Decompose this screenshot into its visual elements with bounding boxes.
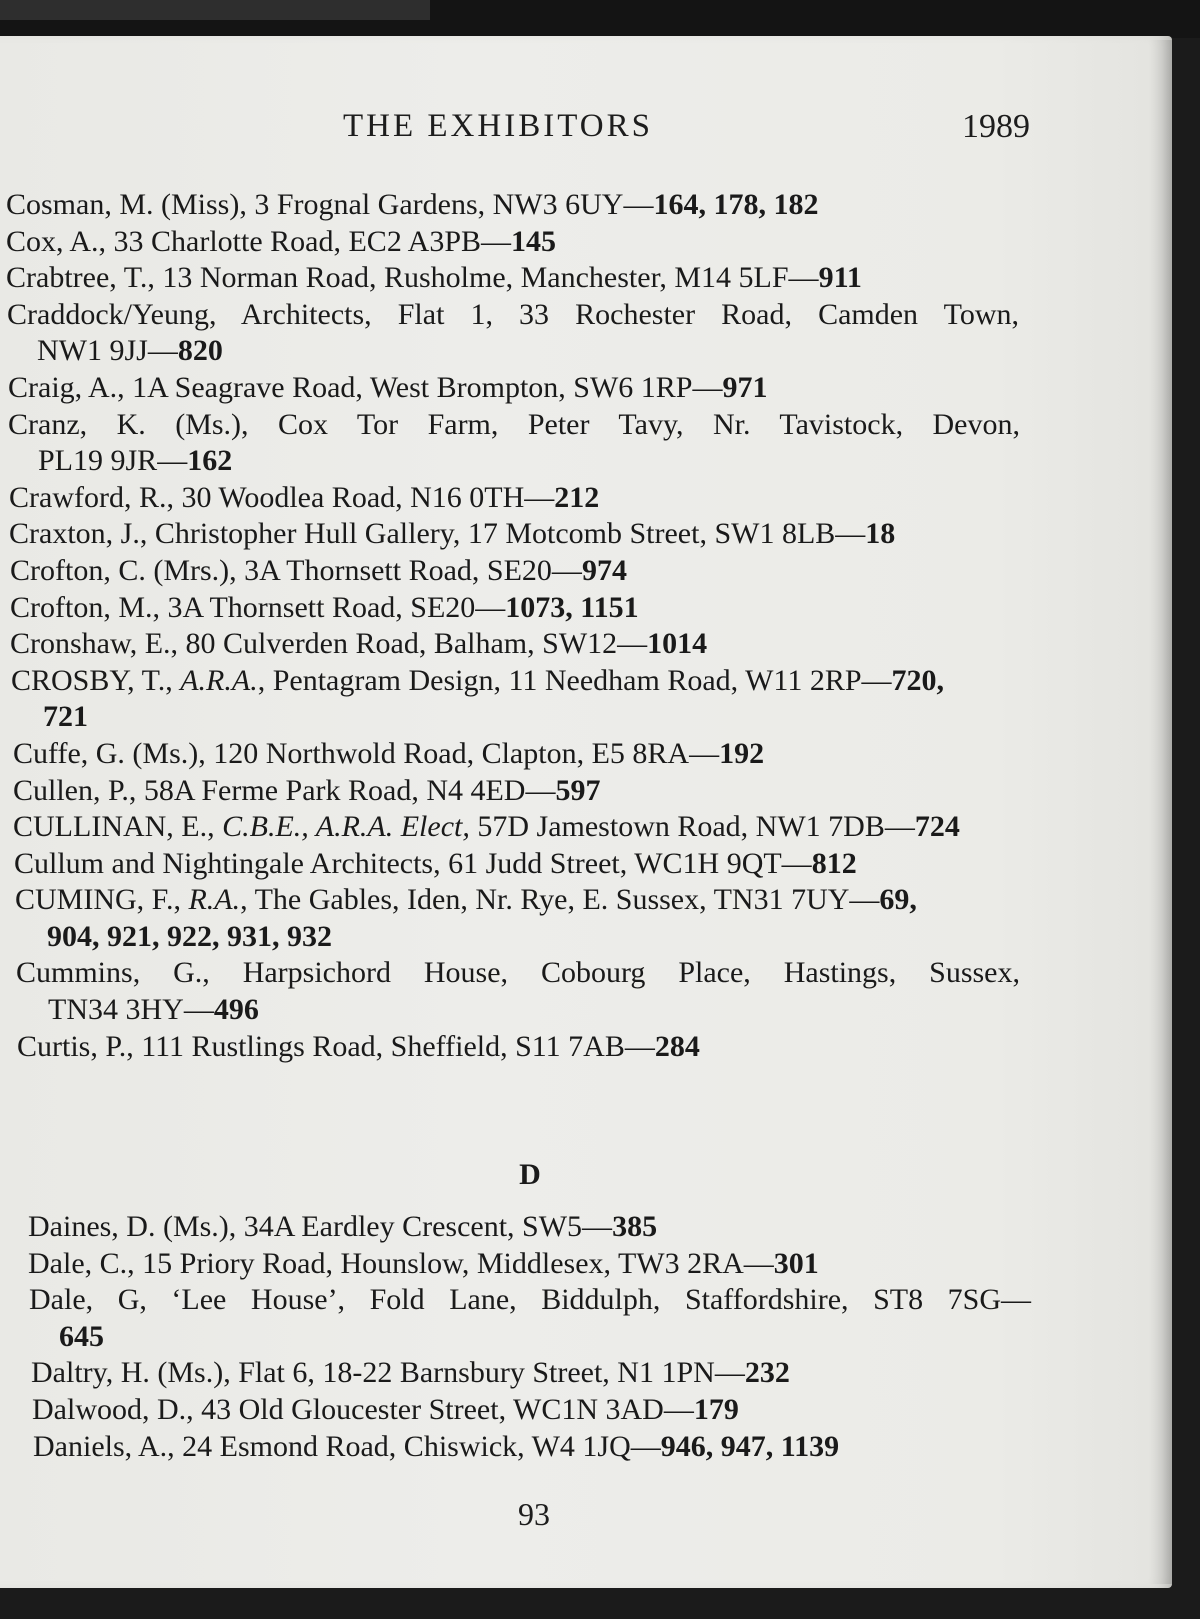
entry-catalogue-numbers: 179 (693, 1392, 739, 1426)
entry-catalogue-numbers: 301 (773, 1246, 819, 1280)
entry-text-line1: Craddock/Yeung, Architects, Flat 1, 33 Rochester Road, Camden Town, (7, 297, 1019, 331)
scan-background-highlight (0, 0, 430, 20)
exhibitor-entry (10, 590, 1030, 627)
entry-catalogue-numbers: 69, (879, 883, 917, 917)
entry-name: CROSBY, T., (11, 663, 181, 697)
entry-text: Cronshaw, E., 80 Culverden Road, Balham, SW12— (10, 627, 648, 661)
exhibitor-entry (7, 297, 1019, 370)
entry-text: Cullum and Nightingale Architects, 61 Judd Street, WC1H 9QT— (14, 846, 812, 880)
entry-catalogue-numbers: 192 (719, 736, 765, 770)
entry-text: Crawford, R., 30 Woodlea Road, N16 0TH— (9, 480, 555, 514)
exhibitor-entry (16, 955, 1020, 1028)
entry-text-line1: Dale, G, ‘Lee House’, Fold Lane, Biddulph, Staffordshire, ST8 7SG— (29, 1283, 1031, 1317)
entry-catalogue-numbers: 820 (177, 334, 223, 368)
entry-text-line2: TN34 3HY— (48, 993, 214, 1027)
entry-catalogue-numbers-continued: 721 (43, 700, 88, 734)
exhibitor-entry (33, 1429, 1040, 1466)
entry-catalogue-numbers: 385 (612, 1210, 658, 1243)
scan-background-band (0, 0, 1200, 38)
running-head-title: THE EXHIBITORS (343, 108, 653, 144)
exhibitor-entry (10, 553, 1030, 590)
entry-name: CUMING, F., (15, 883, 189, 917)
exhibitor-entry (11, 663, 1030, 736)
entry-text: Cullen, P., 58A Ferme Park Road, N4 4ED— (13, 773, 556, 807)
entry-catalogue-numbers: 720, (891, 663, 945, 697)
entry-catalogue-numbers: 724 (914, 810, 960, 844)
entry-text: Dalwood, D., 43 Old Gloucester Street, WC1N 3AD— (32, 1392, 694, 1426)
exhibitor-entry (14, 846, 1030, 883)
entry-catalogue-numbers: 946, 947, 1139 (660, 1429, 840, 1463)
entry-catalogue-numbers: 974 (581, 553, 627, 587)
exhibitor-entry (9, 516, 1030, 553)
entry-text: Cuffe, G. (Ms.), 120 Northwold Road, Clapton, E5 8RA— (13, 736, 720, 770)
page-edge-shadow (1148, 40, 1172, 1584)
entry-text: Cox, A., 33 Charlotte Road, EC2 A3PB— (6, 224, 512, 258)
running-head-year: 1989 (962, 108, 1030, 145)
exhibitor-entry (17, 1029, 1030, 1066)
entry-catalogue-numbers: 645 (59, 1319, 104, 1353)
exhibitor-entry (31, 1355, 1040, 1392)
exhibitor-entry (6, 260, 1030, 297)
exhibitor-entry (6, 224, 1030, 261)
entry-text: Daniels, A., 24 Esmond Road, Chiswick, W4 1JQ— (33, 1429, 661, 1463)
entry-catalogue-numbers: 145 (511, 224, 557, 258)
running-head (0, 108, 1172, 152)
exhibitor-list-c (0, 187, 1030, 1065)
entry-catalogue-numbers: 971 (722, 370, 768, 404)
entry-catalogue-numbers: 1014 (647, 627, 708, 661)
entry-text: Cosman, M. (Miss), 3 Frognal Gardens, NW3 6UY— (6, 188, 654, 221)
entry-catalogue-numbers: 232 (744, 1356, 790, 1390)
entry-catalogue-numbers: 496 (213, 993, 259, 1027)
exhibitor-entry (6, 187, 1030, 224)
entry-catalogue-numbers: 1073, 1151 (505, 590, 639, 624)
entry-text: Crofton, C. (Mrs.), 3A Thornsett Road, SE20— (10, 553, 582, 587)
entry-text-line2: PL19 9JR— (38, 444, 188, 478)
exhibitor-entry (15, 882, 1030, 955)
entry-catalogue-numbers: 212 (554, 480, 600, 514)
exhibitor-entry (13, 736, 1030, 773)
entry-title-italic: R.A. (188, 883, 241, 917)
entry-text-line2: NW1 9JJ— (37, 334, 178, 368)
entry-text-line1: Cummins, G., Harpsichord House, Cobourg Place, Hastings, Sussex, (16, 956, 1020, 990)
entry-text: , Pentagram Design, 11 Needham Road, W11 2RP— (257, 663, 892, 697)
section-letter-heading: D (519, 1158, 541, 1191)
entry-text: Daltry, H. (Ms.), Flat 6, 18-22 Barnsbury Street, N1 1PN— (31, 1356, 745, 1390)
entry-catalogue-numbers: 911 (818, 261, 862, 295)
page-number: 93 (518, 1496, 550, 1532)
entry-text: Craig, A., 1A Seagrave Road, West Brompton, SW6 1RP— (8, 370, 723, 404)
exhibitor-entry (28, 1209, 1040, 1246)
entry-text: Daines, D. (Ms.), 34A Eardley Crescent, SW5— (28, 1210, 613, 1243)
entry-title-italic: A.R.A. (180, 663, 258, 697)
entry-name: CULLINAN, E., (13, 810, 223, 844)
entry-catalogue-numbers: 597 (555, 773, 601, 807)
exhibitor-entry (9, 480, 1030, 517)
exhibitor-entry (8, 407, 1020, 480)
entry-text: Crabtree, T., 13 Norman Road, Rusholme, Manchester, M14 5LF— (6, 261, 819, 295)
entry-text: Crofton, M., 3A Thornsett Road, SE20— (10, 590, 506, 624)
entry-catalogue-numbers: 812 (811, 846, 857, 880)
entry-text: , The Gables, Iden, Nr. Rye, E. Sussex, TN31 7UY— (240, 883, 880, 917)
entry-catalogue-numbers: 18 (865, 517, 896, 551)
entry-title-italic: C.B.E., A.R.A. Elect, (222, 810, 470, 844)
exhibitor-entry (32, 1392, 1040, 1429)
exhibitor-entry (28, 1246, 1040, 1283)
exhibitor-entry (8, 370, 1030, 407)
exhibitor-entry (13, 773, 1030, 810)
entry-catalogue-numbers: 162 (187, 444, 233, 478)
entry-text: 57D Jamestown Road, NW1 7DB— (469, 810, 915, 844)
exhibitor-entry (10, 626, 1030, 663)
entry-text-line1: Cranz, K. (Ms.), Cox Tor Farm, Peter Tavy, Nr. Tavistock, Devon, (8, 407, 1020, 441)
exhibitor-entry (13, 809, 1030, 846)
entry-text: Curtis, P., 111 Rustlings Road, Sheffield, S11 7AB— (17, 1029, 655, 1063)
exhibitor-entry (29, 1282, 1031, 1355)
entry-catalogue-numbers-continued: 904, 921, 922, 931, 932 (47, 919, 332, 953)
entry-text: Craxton, J., Christopher Hull Gallery, 17 Motcomb Street, SW1 8LB— (9, 517, 866, 551)
entry-catalogue-numbers: 164, 178, 182 (653, 188, 819, 221)
entry-text: Dale, C., 15 Priory Road, Hounslow, Middlesex, TW3 2RA— (28, 1246, 774, 1280)
exhibitor-list-d (0, 1209, 1040, 1465)
entry-catalogue-numbers: 284 (654, 1029, 700, 1063)
